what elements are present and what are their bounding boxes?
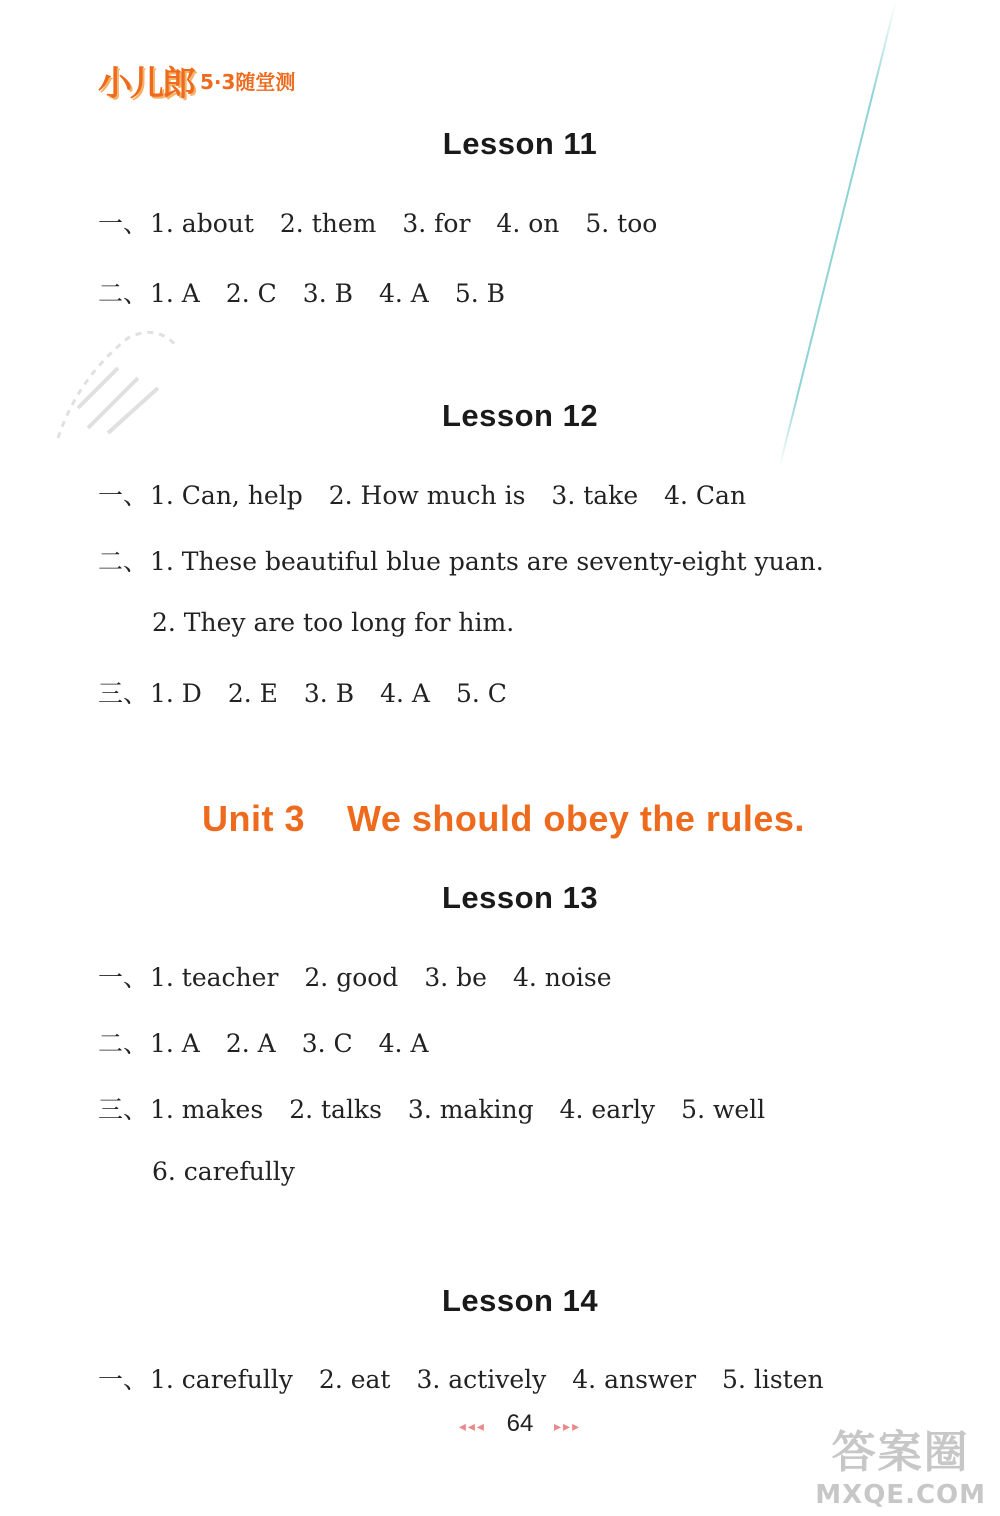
- right-arrows-icon: ▸▸▸: [554, 1418, 582, 1434]
- answer-item: 2. C: [225, 279, 277, 308]
- answer-item: 2. A: [225, 1029, 276, 1058]
- answer-item: 1. A: [150, 1029, 200, 1058]
- answer-item: 3. C: [301, 1029, 353, 1058]
- answer-item: 1. makes: [150, 1095, 264, 1124]
- brand-name: 小儿郎: [98, 63, 194, 104]
- answer-item: 4. Can: [664, 481, 747, 510]
- answer-item: 3. take: [551, 481, 639, 510]
- part-label: 一、: [98, 481, 149, 510]
- answer-item: 4. answer: [572, 1365, 697, 1394]
- left-arrows-icon: ◂◂◂: [458, 1418, 486, 1434]
- answer-item: 4. on: [496, 209, 560, 238]
- watermark-logo: 答案圈: [831, 1427, 970, 1478]
- part-label: 三、: [98, 1095, 149, 1124]
- answer-item: 1. Can, help: [150, 481, 303, 510]
- answer-row: [98, 1090, 791, 1126]
- series-name: 5·3随堂测: [200, 69, 296, 94]
- answer-item: 5. B: [454, 279, 505, 308]
- part-label: 二、: [98, 1029, 149, 1058]
- answer-item: 4. A: [378, 1029, 429, 1058]
- answer-item: 4. noise: [512, 963, 612, 992]
- answer-item: 2. How much is: [328, 481, 526, 510]
- answer-item: 2. good: [304, 963, 399, 992]
- lesson-title: Lesson 11: [442, 126, 598, 161]
- answer-row: [98, 476, 772, 512]
- answer-row: [98, 274, 531, 310]
- answer-item: 3. making: [407, 1095, 534, 1124]
- answer-item: 1. teacher: [150, 963, 279, 992]
- publisher-logo: [98, 58, 295, 102]
- answer-item: 2. talks: [289, 1095, 382, 1124]
- answer-item: 1. These beautiful blue pants are seventy-eight yuan.: [150, 547, 824, 576]
- part-label: 三、: [98, 679, 149, 708]
- answer-item: 4. A: [378, 279, 429, 308]
- lesson-title: Lesson 14: [441, 1283, 599, 1318]
- answer-item: 2. eat: [318, 1365, 391, 1394]
- part-label: 一、: [98, 1365, 149, 1394]
- answer-row: [98, 1024, 455, 1060]
- lesson-title: Lesson 12: [441, 398, 599, 433]
- answer-item: 2. E: [227, 679, 278, 708]
- watermark-url: MXQE.COM: [815, 1480, 986, 1510]
- part-label: 二、: [98, 547, 149, 576]
- part-label: 一、: [98, 209, 149, 238]
- answer-item: 1. D: [150, 679, 202, 708]
- answer-item: 1. about: [150, 209, 254, 238]
- answer-item: 5. well: [681, 1095, 766, 1124]
- page-edge-line: [779, 0, 897, 466]
- answer-item: 3. be: [424, 963, 487, 992]
- unit-title: Unit 3 We should obey the rules.: [202, 798, 805, 839]
- answer-item: 5. C: [455, 679, 507, 708]
- answer-item: 3. B: [302, 279, 353, 308]
- answer-row: [98, 1360, 850, 1396]
- answer-row: [98, 542, 850, 578]
- page-number-text: 64: [506, 1410, 534, 1437]
- answer-continuation: 2. They are too long for him.: [152, 608, 515, 637]
- answer-row: [98, 674, 533, 710]
- answer-item: 4. A: [380, 679, 430, 708]
- answer-row: [98, 204, 683, 240]
- answer-item: 1. carefully: [150, 1365, 293, 1394]
- answer-row: [98, 958, 638, 994]
- answer-item: 2. them: [279, 209, 377, 238]
- watermark: [815, 1416, 986, 1510]
- lesson-title: Lesson 13: [441, 880, 599, 915]
- answer-item: 1. A: [150, 279, 200, 308]
- answer-item: 3. B: [303, 679, 355, 708]
- answer-item: 3. for: [402, 209, 471, 238]
- part-label: 一、: [98, 963, 149, 992]
- answer-item: 3. actively: [416, 1365, 547, 1394]
- part-label: 二、: [98, 279, 149, 308]
- answer-item: 5. too: [585, 209, 658, 238]
- answer-item: 4. early: [559, 1095, 656, 1124]
- answer-item: 5. listen: [722, 1365, 824, 1394]
- answer-continuation: 6. carefully: [152, 1157, 295, 1186]
